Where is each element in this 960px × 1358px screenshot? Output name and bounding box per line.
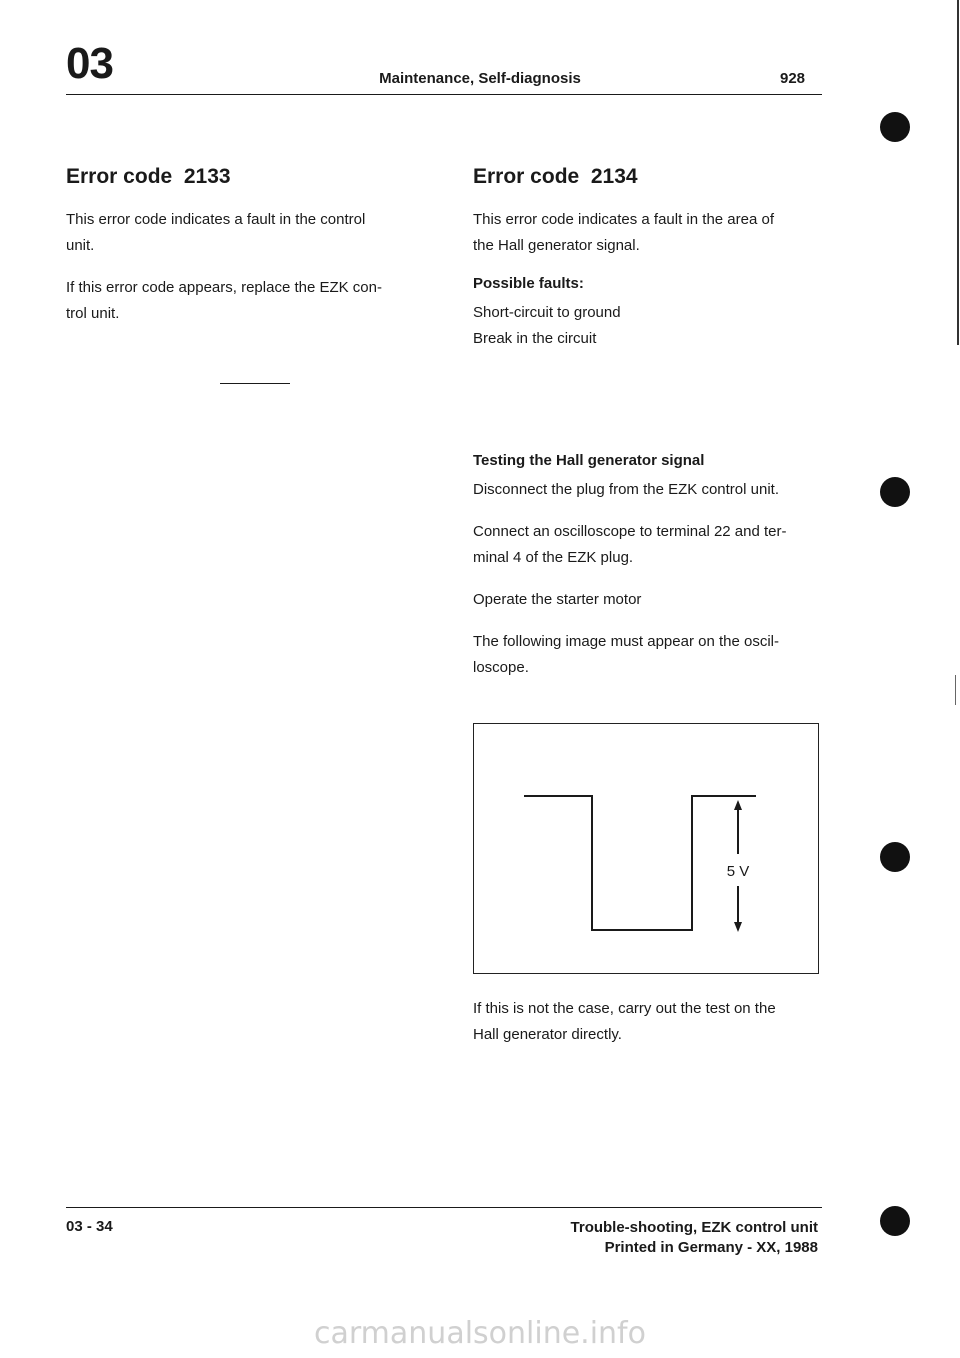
test-step-2-line-1: Connect an oscilloscope to terminal 22 and ter- bbox=[473, 523, 787, 540]
test-step-2-line-2: minal 4 of the EZK plug. bbox=[473, 549, 634, 566]
fault-list bbox=[473, 300, 823, 352]
left-para-2 bbox=[66, 275, 446, 327]
after-diagram-para bbox=[473, 996, 823, 1048]
chapter-number: 03 bbox=[66, 39, 113, 88]
square-wave-figure bbox=[474, 724, 818, 973]
footer-info bbox=[571, 1218, 818, 1258]
right-para-1-line-1: This error code indicates a fault in the area of bbox=[473, 211, 774, 228]
test-step-3: Operate the starter motor bbox=[473, 591, 642, 608]
fault-item: Short-circuit to ground bbox=[473, 304, 621, 321]
left-para-2-line-2: trol unit. bbox=[66, 305, 120, 322]
voltage-arrow-down-icon bbox=[734, 886, 742, 932]
footer-rule bbox=[66, 1207, 822, 1208]
error-code-2133-heading: Error code 2133 bbox=[66, 165, 231, 188]
site-watermark: carmanualsonline.info bbox=[314, 1316, 646, 1351]
fault-item: Break in the circuit bbox=[473, 330, 597, 347]
left-para-2-line-1: If this error code appears, replace the EZK con- bbox=[66, 279, 382, 296]
footer-section-title: Trouble-shooting, EZK control unit bbox=[570, 1219, 818, 1236]
left-para-1 bbox=[66, 207, 446, 259]
punch-hole-2 bbox=[880, 477, 910, 507]
right-column bbox=[473, 165, 823, 352]
model-number: 928 bbox=[780, 70, 806, 87]
page-edge-mark bbox=[955, 675, 956, 705]
page-header-title: Maintenance, Self-diagnosis bbox=[379, 70, 581, 87]
voltage-arrow-up-icon bbox=[734, 800, 742, 854]
hall-test-heading: Testing the Hall generator signal bbox=[473, 452, 705, 469]
punch-hole-3 bbox=[880, 842, 910, 872]
left-para-1-line-2: unit. bbox=[66, 237, 95, 254]
left-column bbox=[66, 165, 446, 327]
voltage-label: 5 V bbox=[726, 863, 750, 880]
after-diagram-text bbox=[473, 996, 823, 1048]
punch-hole-1 bbox=[880, 112, 910, 142]
test-step-4-line-1: The following image must appear on the oscil- bbox=[473, 633, 779, 650]
test-step-4-line-2: loscope. bbox=[473, 659, 529, 676]
test-step-1: Disconnect the plug from the EZK control unit. bbox=[473, 481, 779, 498]
punch-hole-4 bbox=[880, 1206, 910, 1236]
hall-test-section bbox=[473, 452, 823, 681]
page-edge-line bbox=[957, 0, 959, 345]
right-para-1 bbox=[473, 207, 823, 259]
after-diagram-line-1: If this is not the case, carry out the test on the bbox=[473, 1000, 776, 1017]
test-step-4 bbox=[473, 629, 823, 681]
header-rule bbox=[66, 94, 822, 95]
possible-faults-label: Possible faults: bbox=[473, 275, 584, 292]
section-end-rule bbox=[220, 383, 290, 384]
error-code-2134-heading: Error code 2134 bbox=[473, 165, 638, 188]
square-wave-trace bbox=[524, 796, 756, 930]
footer-printed: Printed in Germany - XX, 1988 bbox=[604, 1239, 818, 1256]
after-diagram-line-2: Hall generator directly. bbox=[473, 1026, 622, 1043]
oscilloscope-diagram bbox=[473, 723, 819, 974]
page-number: 03 - 34 bbox=[66, 1218, 113, 1235]
left-para-1-line-1: This error code indicates a fault in the control bbox=[66, 211, 366, 228]
test-step-2 bbox=[473, 519, 823, 571]
right-para-1-line-2: the Hall generator signal. bbox=[473, 237, 640, 254]
